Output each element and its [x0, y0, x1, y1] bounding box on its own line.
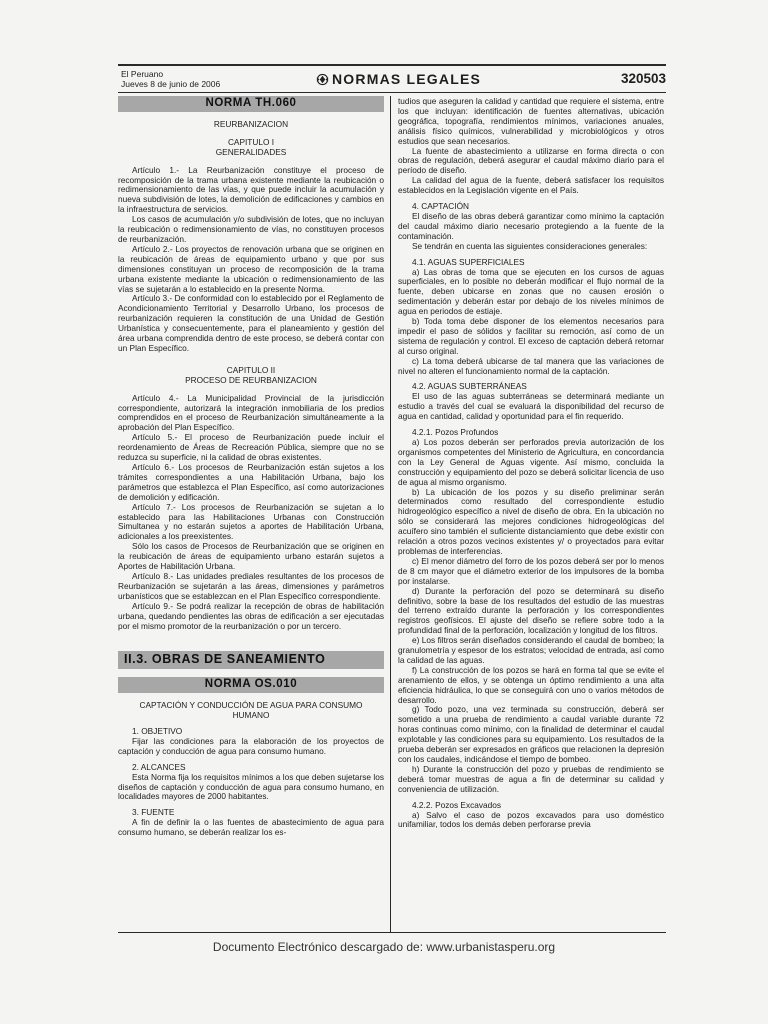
article-paragraph: Artículo 6.- Los procesos de Reurbanización están sujetos a los trámites correspondientes a una Habilitación Urbana, bajo los parámetros que establezca el Plan Específico, así como autorizaciones de demolición y edificación. — [118, 462, 384, 502]
paragraph-fuente: A fin de definir la o las fuentes de abastecimiento de agua para consumo humano, se deberán realizar los es- — [118, 817, 384, 838]
article-paragraph: Artículo 1.- La Reurbanización constituye el proceso de recomposición de la trama urbana existente mediante la reubicación o redimensionamiento de las vías, y que puede incluir la acumulación y nueva subdivisión de lotes, la demolición de edificaciones y cambios en la infraestructura de servicios. — [118, 164, 384, 215]
chapter-2-label: CAPITULO II — [226, 364, 276, 375]
article-paragraph: Artículo 7.- Los procesos de Reurbanización se sujetan a lo establecido para las Habilitaciones Urbanas con Construcción Simultanea y no estarán sujetos a aportes de Habilitación Urbana, adicionales a los preexistentes. — [118, 501, 384, 542]
chapter-2-name: PROCESO DE REURBANIZACION — [185, 374, 317, 385]
paragraph: c) El menor diámetro del forro de los pozos deberá ser por lo menos de 8 cm mayor que el diámetro exterior de los impulsores de la bomba por instalarse. — [398, 555, 664, 586]
paragraph: La fuente de abastecimiento a utilizarse en forma directa o con obras de regulación, deberá asegurar el caudal máximo diario para el período de diseño. — [398, 145, 664, 176]
paragraph: b) Toda toma debe disponer de los elementos necesarios para impedir el paso de sólidos y facilitar su remoción, así como de un sistema de regulación y control. El exceso de captación deberá retornar al curso original. — [398, 316, 664, 356]
paragraph: g) Todo pozo, una vez terminada su construcción, deberá ser sometido a una prueba de rendimiento a caudal variable durante 72 horas continuas como mínimo, con la finalidad de determinar el caudal explotable y las condiciones para su equipamiento. Los resultados de la prueba deberán ser expresados en gráficos que relacionen la depresión con los caudales, indicándose el tiempo de bombeo. — [398, 704, 664, 764]
paragraph: c) La toma deberá ubicarse de tal manera que las variaciones de nivel no alteren el funcionamiento normal de la captación. — [398, 355, 664, 376]
heading-alcances: 2. ALCANCES — [132, 761, 186, 772]
paragraph: f) La construcción de los pozos se hará en forma tal que se evite el arenamiento de ellos, y se obtenga un óptimo rendimiento a una alta eficiencia hidráulica, lo que se conseguirá con uno o varios métodos de desarrollo. — [398, 664, 664, 705]
header-publication-info — [121, 69, 220, 89]
header-rule-bottom — [118, 92, 666, 93]
paragraph: d) Durante la perforación del pozo se determinará su diseño definitivo, sobre la base de los resultados del estudio de las muestras del terreno extraído durante la perforación y los correspondientes registros geofísicos. El ajuste del diseño se refiere sobre todo a la profundidad final de la perforación, localización y longitud de los filtros. — [398, 585, 664, 636]
heading-aguas-superficiales: 4.1. AGUAS SUPERFICIALES — [412, 256, 525, 267]
article-paragraph: Artículo 2.- Los proyectos de renovación urbana que se originen en la reubicación de áreas de equipamiento urbano y que por sus dimensiones constituyan un proceso de recomposición de la trama urbana existente mediante la ubicación o redimensionamiento de las vías se sujetarán a lo establecido en la presente Norma. — [118, 243, 384, 294]
paragraph: Se tendrán en cuenta las siguientes consideraciones generales: — [412, 240, 648, 251]
article-paragraph: Artículo 3.- De conformidad con lo establecido por el Reglamento de Acondicionamiento Territorial y Desarrollo Urbano, los procesos de reurbanización requieren la constitución de una Unidad de Gestión Urbanística y consecuentemente, para el planeamiento y gestión del área urbana comprendida dentro de este proceso, se deberá contar con un Plan Específico. — [118, 293, 384, 353]
paragraph: El uso de las aguas subterráneas se determinará mediante un estudio a través del cual se evaluará la disponibilidad del recurso de agua en cantidad, calidad y oportunidad para el fin requerido. — [398, 391, 664, 422]
chapter-1-label: CAPITULO I — [227, 136, 275, 147]
paragraph-objetivo: Fijar las condiciones para la elaboración de los proyectos de captación y conducción de agua para consumo humano. — [118, 735, 384, 756]
left-column — [118, 96, 384, 838]
heading-pozos-profundos: 4.2.1. Pozos Profundos — [412, 427, 499, 438]
heading-aguas-subterraneas: 4.2. AGUAS SUBTERRÁNEAS — [412, 381, 527, 392]
article-paragraph: Artículo 5.- El proceso de Reurbanización puede incluir el reordenamiento de Áreas de Recreación Pública, siempre que no se reduzca su superficie, ni la calidad de obras existentes. — [118, 432, 384, 463]
paragraph: El diseño de las obras deberá garantizar como mínimo la captación del caudal máximo diario necesario protegiendo a la fuente de la contaminación. — [398, 210, 664, 241]
norma-os010-subtitle: CAPTACIÓN Y CONDUCCIÓN DE AGUA PARA CONSUMO HUMANO — [139, 700, 363, 721]
heading-objetivo: 1. OBJETIVO — [132, 726, 183, 737]
publication-name: El Peruano — [121, 69, 164, 79]
article-paragraph: Artículo 8.- Las unidades prediales resultantes de los procesos de Reurbanización se sujetarán a las áreas, dimensiones y parámetros urbanísticos que se establezcan en el Plan Específico correspondiente. — [118, 570, 384, 601]
paragraph: La calidad del agua de la fuente, deberá satisfacer los requisitos establecidos en la Legislación vigente en el País. — [398, 175, 664, 196]
footer-text: Documento Electrónico descargado de: www.urbanistasperu.org — [212, 940, 556, 954]
header-rule-top — [118, 64, 666, 66]
right-column — [398, 97, 664, 830]
paragraph: b) La ubicación de los pozos y su diseño preliminar serán determinados como resultado del correspondiente estudio hidrogeológico específico a nivel de diseño de obra. En la ubicación no sólo se considerará las mejores condiciones hidrogeológicas del acuífero sino también el suficiente distanciamiento que debe existir con relación a otros pozos vecinos existentes y/ o proyectados para evitar problemas de interferencias. — [398, 486, 664, 556]
paragraph-continued: tudios que aseguren la calidad y cantidad que requiere el sistema, entre los que incluyan: identificación de fuentes alternativas, ubicación geográfica, topografía, rendimientos mínimos, variaciones anuales, análisis físico químicos, vulnerabilidad y microbiológicos y otros estudios que sean necesarios. — [398, 96, 664, 146]
heading-pozos-excavados: 4.2.2. Pozos Excavados — [412, 799, 502, 810]
paragraph: a) Las obras de toma que se ejecuten en los cursos de aguas superficiales, en lo posible no deberán modificar el flujo normal de la fuente, deben ubicarse en zonas que no causen erosión o sedimentación y deberán estar por debajo de los niveles mínimos de agua en periodos de estiaje. — [398, 266, 664, 317]
paragraph: a) Los pozos deberán ser perforados previa autorización de los organismos competentes del Ministerio de Agricultura, en concordancia con la Ley General de Aguas vigente. Así mismo, concluida la construcción y equipamiento del pozo se deberá solicitar licencia de uso de agua al mismo organismo. — [398, 437, 664, 487]
page-number: 320503 — [620, 71, 666, 86]
column-divider — [390, 96, 391, 932]
chapter-1-name: GENERALIDADES — [215, 146, 287, 157]
header-title — [316, 71, 481, 87]
article-paragraph: Artículo 9.- Se podrá realizar la recepción de obras de habilitación urbana, quedando pendientes las obras de edificación a ser ejecutadas por el mismo promotor de la reurbanización o por un tercero. — [118, 600, 384, 631]
norma-os010-title-bar: NORMA OS.010 — [118, 677, 384, 693]
article-paragraph: Sólo los casos de Procesos de Reurbanización que se originen en la reubicación de áreas de equipamiento urbano estarán sujetos a Aportes de Habilitación Urbana. — [118, 541, 384, 572]
paragraph-alcances: Esta Norma fija los requisitos mínimos a los que deben sujetarse los diseños de captación y conducción de agua para consumo humano, en localidades mayores de 2000 habitantes. — [118, 771, 384, 802]
footer-rule — [118, 932, 666, 933]
section-name: NORMAS LEGALES — [332, 71, 482, 87]
heading-captacion: 4. CAPTACIÓN — [412, 201, 470, 212]
coat-of-arms-icon — [316, 73, 329, 86]
paragraph: a) Salvo el caso de pozos excavados para uso doméstico unifamiliar, todos los demás deben perforarse previa — [398, 809, 664, 830]
publication-date: Jueves 8 de junio de 2006 — [121, 79, 221, 89]
norma-title-bar: NORMA TH.060 — [118, 96, 384, 112]
heading-fuente: 3. FUENTE — [132, 807, 175, 818]
article-paragraph: Los casos de acumulación y/o subdivisión de lotes, que no incluyan la reubicación o redimensionamiento de vías, no constituyen procesos de reurbanización. — [118, 214, 384, 244]
section-title-bar: II.3. OBRAS DE SANEAMIENTO — [118, 651, 384, 669]
paragraph: e) Los filtros serán diseñados considerando el caudal de bombeo; la granulometría y espesor de los estratos; velocidad de entrada, así como la calidad de las aguas. — [398, 635, 664, 665]
article-paragraph: Artículo 4.- La Municipalidad Provincial de la jurisdicción correspondiente, autorizará la integración inmobiliaria de los predios comprendidos en el proceso de Reurbanización simultáneamente a la aprobación del Plan Específico. — [118, 392, 384, 433]
norma-subtitle: REURBANIZACION — [213, 118, 289, 129]
paragraph: h) Durante la construcción del pozo y pruebas de rendimiento se deberá tomar muestras de agua a fin de determinar su calidad y conveniencia de utilización. — [398, 763, 664, 794]
